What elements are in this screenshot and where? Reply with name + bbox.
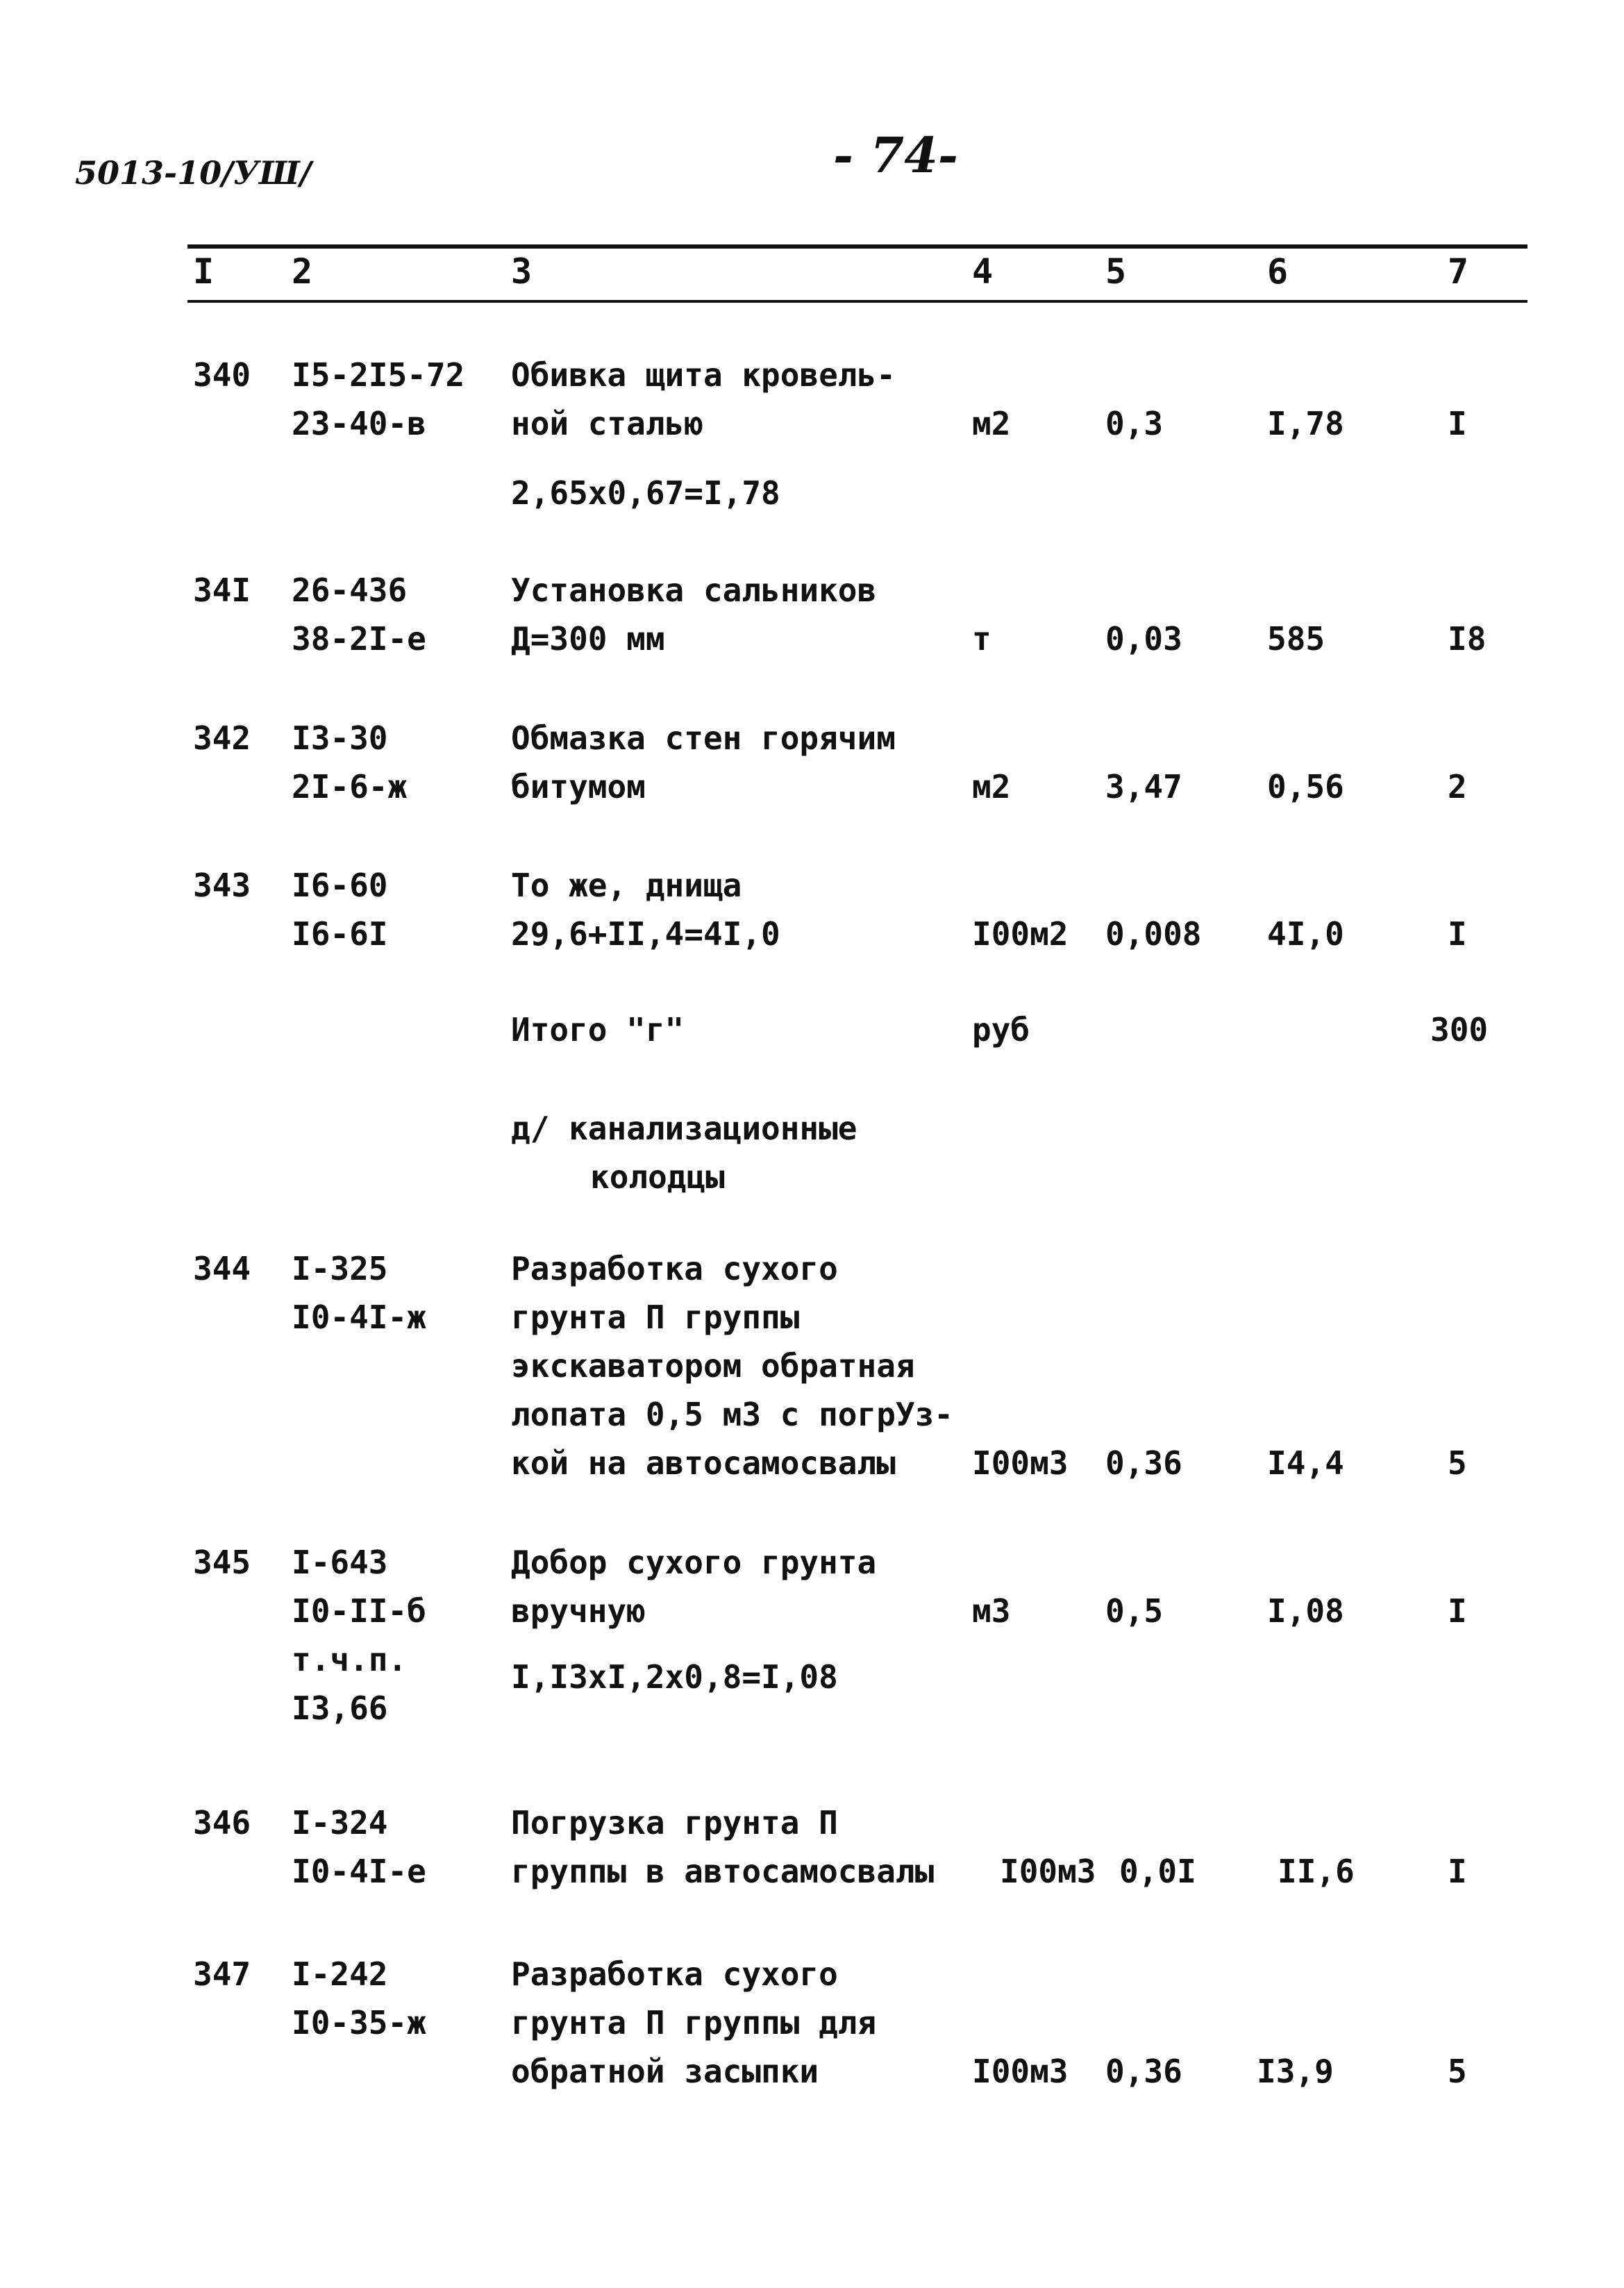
row-total: 5 — [1448, 1444, 1467, 1482]
row-code: т.ч.п. — [292, 1641, 408, 1678]
table-header-rule — [187, 300, 1527, 303]
row-code: I0-II-б — [292, 1592, 426, 1630]
row-description: Погрузка грунта П — [511, 1804, 838, 1842]
column-header-2: 2 — [292, 251, 313, 292]
row-total: I8 — [1448, 620, 1487, 658]
row-description: Разработка сухого — [511, 1955, 838, 1993]
row-code: I-643 — [292, 1544, 388, 1581]
column-header-7: 7 — [1448, 251, 1469, 292]
page-number: - 74- — [833, 126, 958, 184]
row-description: вручную — [511, 1592, 646, 1630]
row-code: I6-60 — [292, 867, 388, 904]
row-code: I3,66 — [292, 1689, 388, 1727]
row-quantity: 0,36 — [1105, 2053, 1182, 2090]
row-number: 340 — [193, 356, 251, 394]
row-description: ной сталью — [511, 405, 703, 442]
row-quantity: 0,008 — [1105, 915, 1202, 953]
column-header-3: 3 — [511, 251, 533, 292]
row-value: I3,9 — [1257, 2053, 1334, 2090]
row-unit: м2 — [972, 768, 1011, 805]
row-description: Обмазка стен горячим — [511, 719, 896, 757]
column-header-4: 4 — [972, 251, 994, 292]
row-code: I0-4I-е — [292, 1853, 426, 1890]
row-description: группы в автосамосвалы — [511, 1853, 935, 1890]
row-number: 347 — [193, 1955, 251, 1993]
row-unit: м3 — [972, 1592, 1011, 1630]
row-number: 346 — [193, 1804, 251, 1842]
column-header-6: 6 — [1267, 251, 1289, 292]
row-value: I4,4 — [1267, 1444, 1344, 1482]
row-quantity: 0,3 — [1105, 405, 1164, 442]
row-number: 343 — [193, 867, 251, 904]
row-value: I,78 — [1267, 405, 1344, 442]
row-code: 26-436 — [292, 571, 408, 609]
row-code: I0-35-ж — [292, 2004, 426, 2041]
row-description: кой на автосамосвалы — [511, 1444, 896, 1482]
row-quantity: 3,47 — [1105, 768, 1182, 805]
row-unit: I00м3 — [972, 1444, 1069, 1482]
row-quantity: 0,36 — [1105, 1444, 1182, 1482]
row-code: 23-40-в — [292, 405, 426, 442]
subtotal-total: 300 — [1430, 1011, 1489, 1049]
row-description: I,I3хI,2х0,8=I,08 — [511, 1658, 838, 1696]
row-description: 29,6+II,4=4I,0 — [511, 915, 780, 953]
row-description: Установка сальников — [511, 571, 877, 609]
row-value: II,6 — [1278, 1853, 1355, 1890]
row-quantity: 0,03 — [1105, 620, 1182, 658]
row-total: 5 — [1448, 2053, 1467, 2090]
row-description: Разработка сухого — [511, 1250, 838, 1287]
row-total: 2 — [1448, 768, 1467, 805]
row-description: Д=300 мм — [511, 620, 665, 658]
row-quantity: 0,0I — [1119, 1853, 1196, 1890]
row-description: битумом — [511, 768, 646, 805]
row-description: Обивка щита кровель- — [511, 356, 896, 394]
row-total: I — [1448, 405, 1467, 442]
row-description: лопата 0,5 м3 с погрУз- — [511, 1396, 953, 1433]
subtotal-unit: руб — [972, 1011, 1030, 1049]
row-description: Добор сухого грунта — [511, 1544, 877, 1581]
row-number: 345 — [193, 1544, 251, 1581]
row-code: I6-6I — [292, 915, 388, 953]
row-value: I,08 — [1267, 1592, 1344, 1630]
row-total: I — [1448, 1592, 1467, 1630]
row-number: 34I — [193, 571, 251, 609]
row-quantity: 0,5 — [1105, 1592, 1164, 1630]
row-code: I0-4I-ж — [292, 1299, 426, 1336]
row-code: I3-30 — [292, 719, 388, 757]
row-total: I — [1448, 1853, 1467, 1890]
column-header-1: I — [193, 251, 215, 292]
row-unit: т — [972, 620, 991, 658]
subtotal-label: Итого "г" — [511, 1011, 685, 1049]
row-unit: I00м3 — [972, 2053, 1069, 2090]
row-code: I5-2I5-72 — [292, 356, 465, 394]
row-description: 2,65х0,67=I,78 — [511, 474, 780, 512]
document-code: 5013-10/УШ/ — [75, 154, 312, 192]
row-description: грунта П группы для — [511, 2004, 877, 2041]
column-header-5: 5 — [1105, 251, 1127, 292]
row-code: I-325 — [292, 1250, 388, 1287]
row-code: 38-2I-е — [292, 620, 426, 658]
row-description: экскаватором обратная — [511, 1347, 915, 1385]
row-number: 342 — [193, 719, 251, 757]
row-value: 585 — [1267, 620, 1325, 658]
row-unit: I00м3 — [1000, 1853, 1096, 1890]
row-code: 2I-6-ж — [292, 768, 408, 805]
row-code: I-324 — [292, 1804, 388, 1842]
section-heading: колодцы — [590, 1158, 725, 1196]
row-number: 344 — [193, 1250, 251, 1287]
row-code: I-242 — [292, 1955, 388, 1993]
row-description: грунта П группы — [511, 1299, 800, 1336]
row-value: 4I,0 — [1267, 915, 1344, 953]
row-value: 0,56 — [1267, 768, 1344, 805]
row-unit: I00м2 — [972, 915, 1069, 953]
row-unit: м2 — [972, 405, 1011, 442]
table-top-rule — [187, 244, 1527, 249]
section-heading: д/ канализационные — [511, 1110, 857, 1147]
row-description: обратной засыпки — [511, 2053, 819, 2090]
row-total: I — [1448, 915, 1467, 953]
row-description: То же, днища — [511, 867, 742, 904]
